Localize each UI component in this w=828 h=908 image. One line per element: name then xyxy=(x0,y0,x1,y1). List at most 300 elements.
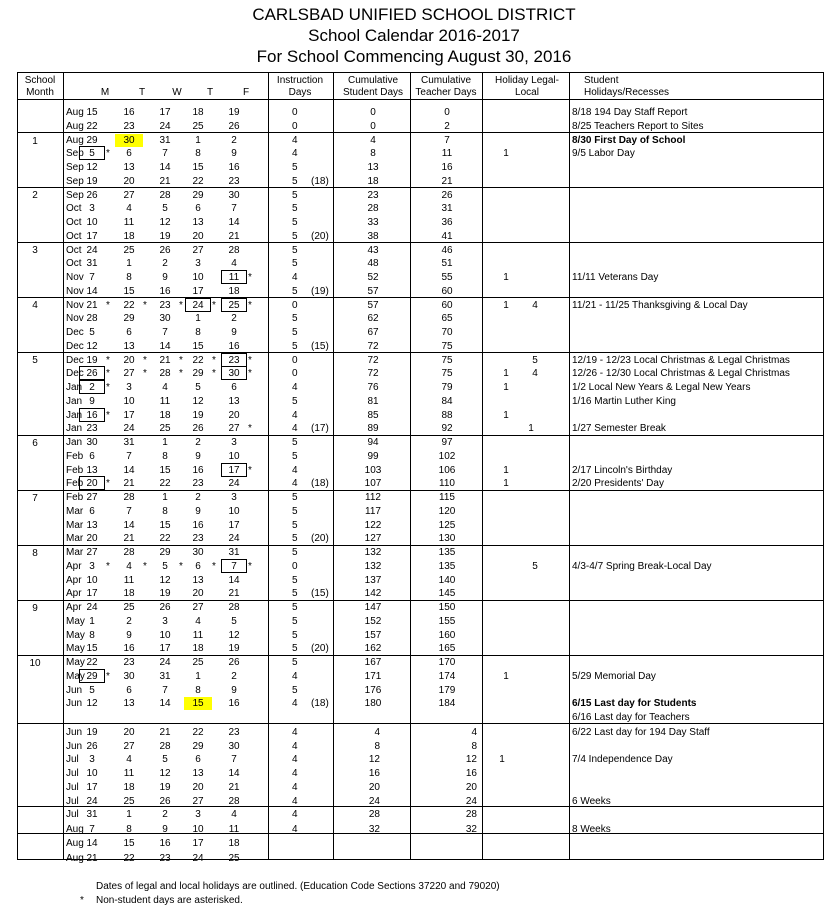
day-cell: 19 xyxy=(228,643,240,654)
day-cell: 3 xyxy=(162,616,168,627)
day-cell: 7 xyxy=(162,148,168,159)
header-friday: F xyxy=(242,87,250,98)
cumulative-student-days: 103 xyxy=(364,465,382,476)
day-cell: 14 xyxy=(228,217,240,228)
day-cell: 10 xyxy=(86,217,98,228)
header-student-holidays: Student Holidays/Recesses xyxy=(584,75,670,98)
calendar-year: School Calendar 2016-2017 xyxy=(308,26,520,45)
day-cell: 19 xyxy=(159,231,171,242)
cumulative-teacher-days: 24 xyxy=(465,796,477,807)
day-cell: 8 xyxy=(162,506,168,517)
instruction-days: 5 xyxy=(292,176,298,187)
day-cell: 12 xyxy=(86,162,98,173)
instruction-days: 5 xyxy=(292,520,298,531)
non-student-asterisk: * xyxy=(106,410,110,421)
row-month: Dec xyxy=(66,341,84,352)
month-instruction-subtotal: (15) xyxy=(311,341,329,352)
day-cell: 11 xyxy=(159,396,171,407)
day-cell: 24 xyxy=(192,300,204,311)
row-month: Jun xyxy=(66,685,83,696)
non-student-asterisk: * xyxy=(248,368,252,379)
instruction-days: 5 xyxy=(292,313,298,324)
day-cell: 13 xyxy=(86,465,98,476)
day-cell: 23 xyxy=(192,533,204,544)
day-cell: 2 xyxy=(162,809,168,820)
day-cell: 4 xyxy=(126,754,132,765)
cumulative-student-days: 4 xyxy=(370,135,376,146)
day-cell: 20 xyxy=(86,533,98,544)
non-student-asterisk: * xyxy=(143,355,147,366)
non-student-asterisk: * xyxy=(179,561,183,572)
day-cell: 28 xyxy=(159,741,171,752)
day-cell: 28 xyxy=(86,313,98,324)
day-cell: 23 xyxy=(159,300,171,311)
cumulative-student-days: 67 xyxy=(367,327,379,338)
day-cell: 10 xyxy=(192,824,204,835)
day-cell: 13 xyxy=(192,217,204,228)
student-holiday-note: 1/16 Martin Luther King xyxy=(572,396,676,407)
month-instruction-subtotal: (17) xyxy=(311,423,329,434)
day-cell: 25 xyxy=(228,853,240,864)
day-cell: 29 xyxy=(86,135,98,146)
cumulative-teacher-days: 75 xyxy=(441,355,453,366)
row-month: Dec xyxy=(66,368,84,379)
cumulative-student-days: 32 xyxy=(368,824,380,835)
cumulative-student-days: 16 xyxy=(368,768,380,779)
holiday-local: 5 xyxy=(532,561,538,572)
cumulative-student-days: 62 xyxy=(367,313,379,324)
day-cell: 1 xyxy=(126,258,132,269)
row-month: Jan xyxy=(66,382,83,393)
non-student-asterisk: * xyxy=(212,368,216,379)
day-cell: 26 xyxy=(159,245,171,256)
day-cell: 19 xyxy=(86,355,98,366)
day-cell: 30 xyxy=(123,671,135,682)
cumulative-student-days: 72 xyxy=(367,355,379,366)
day-cell: 31 xyxy=(159,135,171,146)
day-cell: 16 xyxy=(123,643,135,654)
cumulative-teacher-days: 20 xyxy=(465,782,477,793)
day-cell: 10 xyxy=(228,451,240,462)
holiday-outline xyxy=(221,353,247,367)
row-month: Dec xyxy=(66,327,84,338)
row-month: Apr xyxy=(66,588,82,599)
day-cell: 23 xyxy=(192,478,204,489)
day-cell: 18 xyxy=(228,838,240,849)
day-cell: 22 xyxy=(159,478,171,489)
day-cell: 19 xyxy=(159,782,171,793)
day-cell: 9 xyxy=(162,824,168,835)
day-cell: 22 xyxy=(192,176,204,187)
row-month: Feb xyxy=(66,465,84,476)
cumulative-student-days: 117 xyxy=(365,506,381,517)
day-cell: 19 xyxy=(86,176,98,187)
instruction-days: 4 xyxy=(292,272,298,283)
day-cell: 24 xyxy=(86,796,98,807)
non-student-asterisk: * xyxy=(212,355,216,366)
holiday-legal: 1 xyxy=(503,410,509,421)
day-cell: 14 xyxy=(159,162,171,173)
day-cell: 23 xyxy=(228,355,240,366)
school-month-label: 4 xyxy=(32,300,38,311)
day-cell: 1 xyxy=(89,616,95,627)
row-month: Oct xyxy=(66,245,82,256)
day-cell: 15 xyxy=(123,838,135,849)
row-month: Nov xyxy=(66,272,84,283)
instruction-days: 4 xyxy=(292,465,298,476)
instruction-days: 4 xyxy=(292,478,298,489)
day-cell: 15 xyxy=(86,643,98,654)
day-cell: 24 xyxy=(228,478,240,489)
student-holiday-note: 8/25 Teachers Report to Sites xyxy=(572,121,704,132)
day-cell: 28 xyxy=(123,547,135,558)
instruction-days: 5 xyxy=(292,575,298,586)
month-instruction-subtotal: (20) xyxy=(311,533,329,544)
cumulative-student-days: 127 xyxy=(364,533,382,544)
non-student-asterisk: * xyxy=(106,148,110,159)
instruction-days: 5 xyxy=(292,437,298,448)
day-cell: 3 xyxy=(231,437,237,448)
row-month: Aug xyxy=(66,107,84,118)
footer-asterisk: * xyxy=(80,895,84,906)
day-cell: 10 xyxy=(159,630,171,641)
cumulative-student-days: 81 xyxy=(367,396,379,407)
cumulative-student-days: 0 xyxy=(370,107,376,118)
cumulative-student-days: 89 xyxy=(367,423,379,434)
day-cell: 17 xyxy=(192,838,204,849)
cumulative-teacher-days: 51 xyxy=(441,258,453,269)
day-cell: 9 xyxy=(162,272,168,283)
cumulative-teacher-days: 110 xyxy=(439,478,455,489)
non-student-asterisk: * xyxy=(106,300,110,311)
day-cell: 26 xyxy=(86,190,98,201)
cumulative-student-days: 33 xyxy=(367,217,379,228)
header-instruction-days: Instruction Days xyxy=(276,75,324,98)
holiday-outline xyxy=(221,366,247,380)
cumulative-student-days: 180 xyxy=(364,698,382,709)
day-cell: 28 xyxy=(123,492,135,503)
student-holiday-note: 6/16 Last day for Teachers xyxy=(572,712,690,723)
school-month-label: 10 xyxy=(29,658,41,669)
day-cell: 30 xyxy=(159,313,171,324)
cumulative-teacher-days: 75 xyxy=(441,341,453,352)
header-holiday: Holiday Legal-Local xyxy=(495,75,559,98)
day-cell: 29 xyxy=(86,671,98,682)
day-cell: 16 xyxy=(192,465,204,476)
day-cell: 1 xyxy=(126,809,132,820)
row-month: Sep xyxy=(66,148,84,159)
day-cell: 1 xyxy=(195,135,201,146)
day-cell: 11 xyxy=(228,272,240,283)
day-cell: 20 xyxy=(123,355,135,366)
day-cell: 21 xyxy=(159,355,171,366)
day-cell: 7 xyxy=(89,272,95,283)
day-cell: 7 xyxy=(231,203,237,214)
day-cell: 23 xyxy=(123,657,135,668)
day-cell: 30 xyxy=(192,547,204,558)
holiday-legal: 1 xyxy=(503,368,509,379)
non-student-asterisk: * xyxy=(212,561,216,572)
day-cell: 20 xyxy=(192,782,204,793)
cumulative-teacher-days: 120 xyxy=(438,506,456,517)
cumulative-teacher-days: 84 xyxy=(441,396,453,407)
instruction-days: 5 xyxy=(292,657,298,668)
day-cell: 14 xyxy=(123,520,135,531)
header-cumulative-teacher-days: Cumulative Teacher Days xyxy=(415,75,477,98)
instruction-days: 5 xyxy=(292,451,298,462)
day-cell: 6 xyxy=(89,506,95,517)
day-cell: 21 xyxy=(86,853,98,864)
holiday-outline xyxy=(221,270,247,284)
school-month-label: 3 xyxy=(32,245,38,256)
holiday-local: 4 xyxy=(532,368,538,379)
row-month: Nov xyxy=(66,286,84,297)
holiday-outline xyxy=(221,298,247,312)
instruction-days: 4 xyxy=(292,754,298,765)
day-cell: 8 xyxy=(126,824,132,835)
day-cell: 17 xyxy=(159,107,171,118)
day-cell: 21 xyxy=(123,533,135,544)
day-cell: 16 xyxy=(159,838,171,849)
day-cell: 25 xyxy=(192,657,204,668)
holiday-legal: 1 xyxy=(503,300,509,311)
instruction-days: 5 xyxy=(292,217,298,228)
day-cell: 22 xyxy=(192,727,204,738)
day-cell: 23 xyxy=(159,853,171,864)
instruction-days: 0 xyxy=(292,355,298,366)
holiday-legal: 1 xyxy=(503,465,509,476)
cumulative-student-days: 152 xyxy=(364,616,382,627)
non-student-asterisk: * xyxy=(106,382,110,393)
non-student-asterisk: * xyxy=(143,561,147,572)
day-cell: 2 xyxy=(126,616,132,627)
day-cell: 26 xyxy=(159,796,171,807)
instruction-days: 4 xyxy=(292,698,298,709)
day-cell: 8 xyxy=(195,685,201,696)
cumulative-teacher-days: 46 xyxy=(441,245,453,256)
student-holiday-note: 1/2 Local New Years & Legal New Years xyxy=(572,382,751,393)
day-cell: 7 xyxy=(89,824,95,835)
row-month: Jun xyxy=(66,698,83,709)
day-cell: 18 xyxy=(192,107,204,118)
day-cell: 27 xyxy=(123,190,135,201)
calendar-title-block xyxy=(0,4,828,67)
day-cell: 13 xyxy=(123,162,135,173)
cumulative-student-days: 23 xyxy=(367,190,379,201)
day-cell: 25 xyxy=(192,121,204,132)
day-cell: 22 xyxy=(192,355,204,366)
cumulative-teacher-days: 130 xyxy=(438,533,456,544)
day-cell: 29 xyxy=(192,368,204,379)
cumulative-student-days: 122 xyxy=(364,520,382,531)
row-month: Aug xyxy=(66,121,84,132)
cumulative-student-days: 167 xyxy=(364,657,382,668)
day-cell: 27 xyxy=(123,368,135,379)
day-cell: 14 xyxy=(159,341,171,352)
day-cell: 16 xyxy=(159,286,171,297)
cumulative-teacher-days: 179 xyxy=(438,685,456,696)
day-cell: 11 xyxy=(123,217,135,228)
day-cell: 10 xyxy=(192,272,204,283)
day-cell: 27 xyxy=(228,423,240,434)
cumulative-student-days: 171 xyxy=(364,671,382,682)
day-cell: 20 xyxy=(192,588,204,599)
day-cell: 19 xyxy=(228,107,240,118)
day-cell: 2 xyxy=(231,135,237,146)
day-cell: 6 xyxy=(126,327,132,338)
day-cell: 1 xyxy=(162,437,168,448)
cumulative-student-days: 28 xyxy=(368,809,380,820)
row-month: Oct xyxy=(66,217,82,228)
non-student-asterisk: * xyxy=(179,300,183,311)
day-cell: 7 xyxy=(231,754,237,765)
day-cell: 22 xyxy=(123,853,135,864)
day-cell: 12 xyxy=(228,630,240,641)
cumulative-teacher-days: 8 xyxy=(471,741,477,752)
day-cell: 8 xyxy=(162,451,168,462)
cumulative-teacher-days: 36 xyxy=(441,217,453,228)
non-student-asterisk: * xyxy=(248,300,252,311)
cumulative-teacher-days: 115 xyxy=(439,492,455,503)
day-cell: 26 xyxy=(192,423,204,434)
month-instruction-subtotal: (18) xyxy=(311,478,329,489)
day-cell: 3 xyxy=(126,382,132,393)
day-cell: 10 xyxy=(228,506,240,517)
day-cell: 21 xyxy=(228,588,240,599)
non-student-asterisk: * xyxy=(143,368,147,379)
day-cell: 18 xyxy=(123,231,135,242)
day-cell: 11 xyxy=(123,575,135,586)
day-cell: 13 xyxy=(123,341,135,352)
row-month: Jul xyxy=(66,782,79,793)
cumulative-student-days: 107 xyxy=(364,478,382,489)
student-holiday-note: 4/3-4/7 Spring Break-Local Day xyxy=(572,561,712,572)
day-cell: 21 xyxy=(159,727,171,738)
day-cell: 22 xyxy=(86,121,98,132)
instruction-days: 5 xyxy=(292,396,298,407)
row-month: Oct xyxy=(66,203,82,214)
row-month: Jul xyxy=(66,768,79,779)
row-month: May xyxy=(66,643,85,654)
day-cell: 21 xyxy=(123,478,135,489)
row-month: Oct xyxy=(66,231,82,242)
day-cell: 20 xyxy=(228,410,240,421)
day-cell: 18 xyxy=(228,286,240,297)
day-cell: 14 xyxy=(123,465,135,476)
cumulative-student-days: 132 xyxy=(364,561,382,572)
day-cell: 17 xyxy=(86,782,98,793)
student-holiday-note: 1/27 Semester Break xyxy=(572,423,666,434)
day-cell: 22 xyxy=(86,657,98,668)
school-month-label: 6 xyxy=(32,438,38,449)
column-divider xyxy=(268,72,269,860)
instruction-days: 5 xyxy=(292,616,298,627)
day-cell: 17 xyxy=(192,286,204,297)
cumulative-teacher-days: 165 xyxy=(438,643,456,654)
day-cell: 24 xyxy=(192,853,204,864)
day-cell: 17 xyxy=(228,520,240,531)
day-cell: 4 xyxy=(231,258,237,269)
row-month: Jan xyxy=(66,423,83,434)
non-student-asterisk: * xyxy=(106,671,110,682)
day-cell: 5 xyxy=(195,382,201,393)
cumulative-student-days: 0 xyxy=(370,121,376,132)
non-student-asterisk: * xyxy=(248,561,252,572)
day-cell: 9 xyxy=(89,396,95,407)
day-cell: 28 xyxy=(159,190,171,201)
day-cell: 10 xyxy=(123,396,135,407)
day-cell: 6 xyxy=(195,203,201,214)
day-cell: 31 xyxy=(86,809,98,820)
cumulative-teacher-days: 11 xyxy=(441,148,453,159)
cumulative-teacher-days: 150 xyxy=(438,602,456,613)
row-month: Sep xyxy=(66,162,84,173)
day-cell: 18 xyxy=(159,410,171,421)
day-cell: 18 xyxy=(123,588,135,599)
cumulative-student-days: 43 xyxy=(367,245,379,256)
row-month: May xyxy=(66,630,85,641)
day-cell: 13 xyxy=(86,520,98,531)
day-cell: 24 xyxy=(123,423,135,434)
holiday-legal: 1 xyxy=(503,671,509,682)
day-cell: 2 xyxy=(231,671,237,682)
day-cell: 17 xyxy=(228,465,240,476)
day-cell: 15 xyxy=(192,341,204,352)
day-cell: 13 xyxy=(192,575,204,586)
non-student-asterisk: * xyxy=(248,465,252,476)
row-month: Jul xyxy=(66,809,79,820)
day-cell: 2 xyxy=(195,492,201,503)
day-cell: 23 xyxy=(123,121,135,132)
cumulative-student-days: 38 xyxy=(367,231,379,242)
day-cell: 6 xyxy=(126,685,132,696)
day-cell: 16 xyxy=(228,698,240,709)
day-cell: 23 xyxy=(228,727,240,738)
day-cell: 21 xyxy=(86,300,98,311)
student-holiday-note: 11/21 - 11/25 Thanksgiving & Local Day xyxy=(572,300,748,311)
cumulative-student-days: 57 xyxy=(367,300,379,311)
row-month: Apr xyxy=(66,575,82,586)
day-cell: 25 xyxy=(123,602,135,613)
instruction-days: 0 xyxy=(292,121,298,132)
instruction-days: 5 xyxy=(292,258,298,269)
row-month: Feb xyxy=(66,478,84,489)
day-cell: 25 xyxy=(228,300,240,311)
month-instruction-subtotal: (20) xyxy=(311,643,329,654)
cumulative-teacher-days: 79 xyxy=(441,382,453,393)
row-month: May xyxy=(66,671,85,682)
instruction-days: 0 xyxy=(292,107,298,118)
day-cell: 3 xyxy=(89,754,95,765)
holiday-outline xyxy=(79,146,105,160)
day-cell: 9 xyxy=(231,685,237,696)
row-month: Mar xyxy=(66,520,84,531)
holiday-legal: 1 xyxy=(503,478,509,489)
holiday-outline xyxy=(79,380,105,394)
day-cell: 16 xyxy=(86,410,98,421)
row-month: Jan xyxy=(66,437,83,448)
row-month: Sep xyxy=(66,190,84,201)
student-holiday-note: 6/15 Last day for Students xyxy=(572,698,697,709)
cumulative-student-days: 12 xyxy=(368,754,380,765)
row-month: Mar xyxy=(66,506,84,517)
day-cell: 14 xyxy=(228,575,240,586)
cumulative-student-days: 137 xyxy=(364,575,382,586)
section-divider xyxy=(17,723,824,724)
day-cell: 16 xyxy=(192,520,204,531)
holiday-outline xyxy=(185,298,211,312)
day-cell: 28 xyxy=(159,368,171,379)
